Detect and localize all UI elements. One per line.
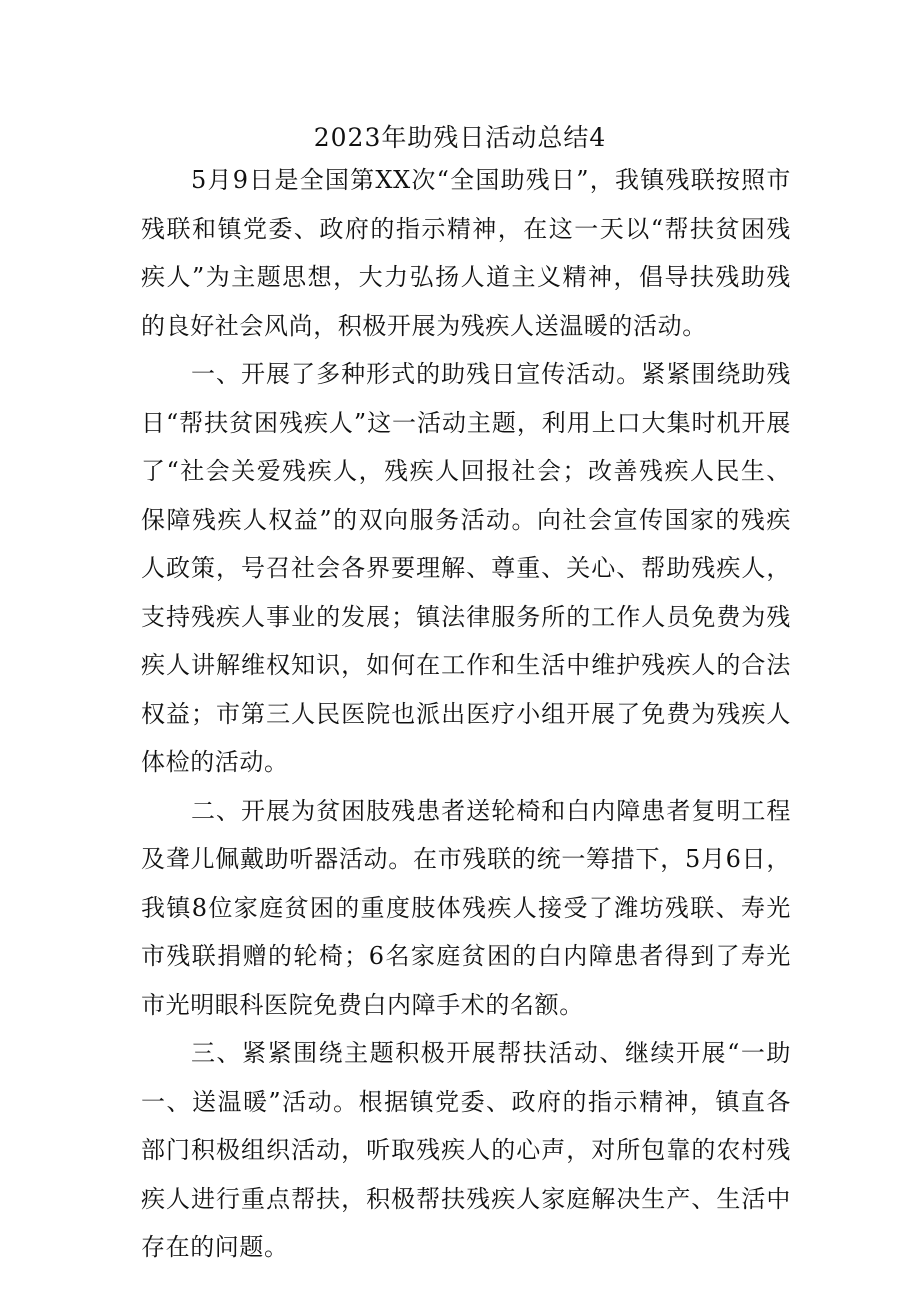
paragraph-intro: 5月9日是全国第XX次“全国助残日”，我镇残联按照市残联和镇党委、政府的指示精神，在这一天以“帮扶贫困残疾人”为主题思想，大力弘扬人道主义精神，倡导扶残助残的良好社会风尚，积极开展为残疾人送温暖的活动。 [141, 166, 791, 340]
document-title: 2023年助残日活动总结4 [313, 123, 607, 152]
paragraph-section-one: 一、开展了多种形式的助残日宣传活动。紧紧围绕助残日“帮扶贫困残疾人”这一活动主题，利用上口大集时机开展了“社会关爱残疾人，残疾人回报社会；改善残疾人民生、保障残疾人权益”的双向服务活动。向社会宣传国家的残疾人政策，号召社会各界要理解、尊重、关心、帮助残疾人，支持残疾人事业的发展；镇法律服务所的工作人员免费为残疾人讲解维权知识，如何在工作和生活中维护残疾人的合法权益；市第三人民医院也派出医疗小组开展了免费为残疾人体检的活动。 [141, 360, 791, 776]
paragraph-section-three: 三、紧紧围绕主题积极开展帮扶活动、继续开展“一助一、送温暖”活动。根据镇党委、政府的指示精神，镇直各部门积极组织活动，听取残疾人的心声，对所包靠的农村残疾人进行重点帮扶，积极帮扶残疾人家庭解决生产、生活中存在的问题。 [141, 1039, 791, 1261]
paragraph-section-two: 二、开展为贫困肢残患者送轮椅和白内障患者复明工程及聋儿佩戴助听器活动。在市残联的统一筹措下，5月6日，我镇8位家庭贫困的重度肢体残疾人接受了潍坊残联、寿光市残联捐赠的轮椅；6名家庭贫困的白内障患者得到了寿光市光明眼科医院免费白内障手术的名额。 [141, 796, 791, 1019]
document-body [141, 156, 791, 1272]
